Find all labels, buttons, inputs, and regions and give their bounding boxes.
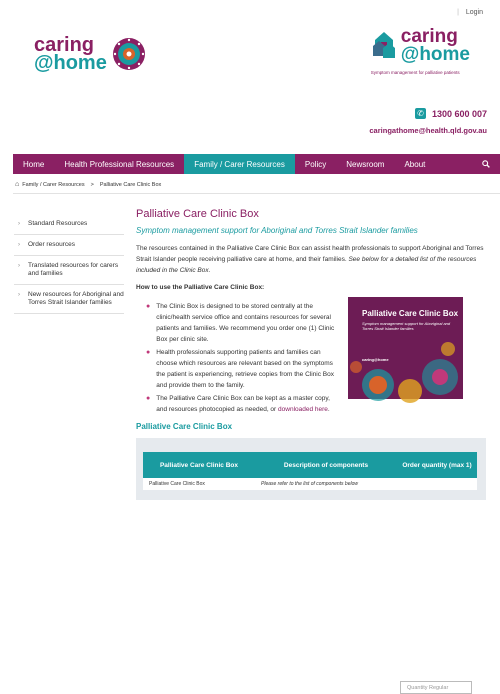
breadcrumb-parent[interactable]: Family / Carer Resources [22,181,85,188]
list-item-text-part: The Palliative Care Clinic Box can be kept as a master copy, and resources photocopied as needed, or [156,395,330,413]
quantity-input[interactable]: Quantity Regular [400,681,472,694]
phone-number: 1300 600 007 [431,108,487,119]
box-logo: caring@home [362,357,389,362]
logo-left-line2: @home [34,52,107,74]
logo-tagline: Symptom management for palliative patients [370,70,460,75]
bullet-icon: ● [146,349,151,356]
column-header: Order quantity (max 1) [402,461,472,469]
nav-health-professional-resources[interactable]: Health Professional Resources [64,159,175,169]
sidebar-item-translated-resources[interactable] [14,256,124,285]
sidebar-item-new-resources[interactable] [14,285,124,314]
bullet-icon: ● [146,395,151,402]
breadcrumb-current: Palliative Care Clinic Box [99,181,162,188]
page-subtitle: Symptom management support for Aboriginal and Torres Strait Islander families [136,226,418,235]
column-header: Description of components [283,461,369,469]
chevron-right-icon: › [18,263,20,269]
nav-home[interactable]: Home [23,159,45,169]
chevron-right-icon: › [18,242,20,248]
logo-left-line1: caring [34,34,95,56]
logo-right-line1: caring [400,26,458,47]
logo-right-line2: @home [400,44,470,65]
table-cell: Palliative Care Clinic Box [149,481,205,487]
houses-icon [371,30,397,60]
top-links [457,9,483,16]
breadcrumb [15,181,161,188]
nav-family-carer-resources[interactable]: Family / Carer Resources [184,154,295,174]
sidebar-item-label: Translated resources for carers and families [28,262,119,277]
breadcrumb-separator: > [90,181,94,188]
sidebar-item-label: New resources for Aboriginal and Torres Strait Islander families [28,291,124,306]
bullet-icon: ● [146,303,151,310]
caring-at-home-logo[interactable] [371,28,470,75]
breadcrumb-divider [13,193,500,194]
sidebar [14,214,124,314]
box-title: Palliative Care Clinic Box [362,309,459,318]
table-cell: Please refer to the list of components below [261,481,358,487]
sidebar-item-label: Standard Resources [28,220,88,227]
top-separator: | [457,9,459,16]
chevron-right-icon: › [18,292,20,298]
search-icon [482,160,490,168]
nav-about[interactable]: About [404,159,426,169]
main-content [136,208,486,691]
intro-italic-text: See below for a detailed list of the resources included in the Clinic Box. [136,256,477,274]
sidebar-item-label: Order resources [28,241,75,248]
home-icon[interactable]: ⌂ [15,181,20,188]
howto-heading: How to use the Palliative Care Clinic Box: [136,284,265,291]
sidebar-item-standard-resources[interactable] [14,214,124,235]
list-item-text: The Clinic Box is designed to be stored centrally at the clinic/health service office and contains resources for several patients and families. We recommend you order one (1) Clinic Box per clinic site. [156,303,335,343]
order-table [136,438,486,691]
list-item-text: Health professionals supporting patients and families can choose which resources are relevant based on the symptoms the patient is experiencing, retrieve copies from the Clinic Box and provide them to the family. [156,349,334,389]
caring-at-home-aboriginal-logo[interactable] [34,36,147,72]
list-item [146,347,336,391]
table-row [143,478,477,490]
table-header [143,452,477,478]
phone-icon: ✆ [415,108,426,119]
box-subtitle: Symptom management support for Aboriginal and Torres Strait Islander families [362,321,451,331]
sidebar-item-order-resources[interactable] [14,235,124,256]
intro-paragraph [136,243,486,276]
search-button[interactable] [472,154,500,174]
list-item-text [156,393,336,415]
column-header: Palliative Care Clinic Box [159,461,239,469]
list-item [146,393,336,415]
list-item [146,301,336,345]
phone-contact[interactable] [415,108,487,119]
dot-art-icon [111,36,147,72]
section-heading: Palliative Care Clinic Box [136,422,233,431]
page-title: Palliative Care Clinic Box [136,208,259,220]
login-link[interactable]: Login [465,9,483,16]
list-item-end: . [327,406,330,413]
nav-newsroom[interactable]: Newsroom [346,159,385,169]
clinic-box-image [348,297,463,399]
usage-list [146,301,336,417]
nav-policy[interactable]: Policy [304,159,327,169]
chevron-right-icon: › [18,221,20,227]
download-link[interactable]: downloaded here [278,406,328,413]
intro-text: The resources contained in the Palliative Care Clinic Box can assist health professionals to support Aboriginal and Torres Strait Islander people receiving palliative care at home, and their families. [136,245,484,263]
email-link[interactable]: caringathome@health.qld.gov.au [369,126,487,135]
main-nav [13,154,500,174]
